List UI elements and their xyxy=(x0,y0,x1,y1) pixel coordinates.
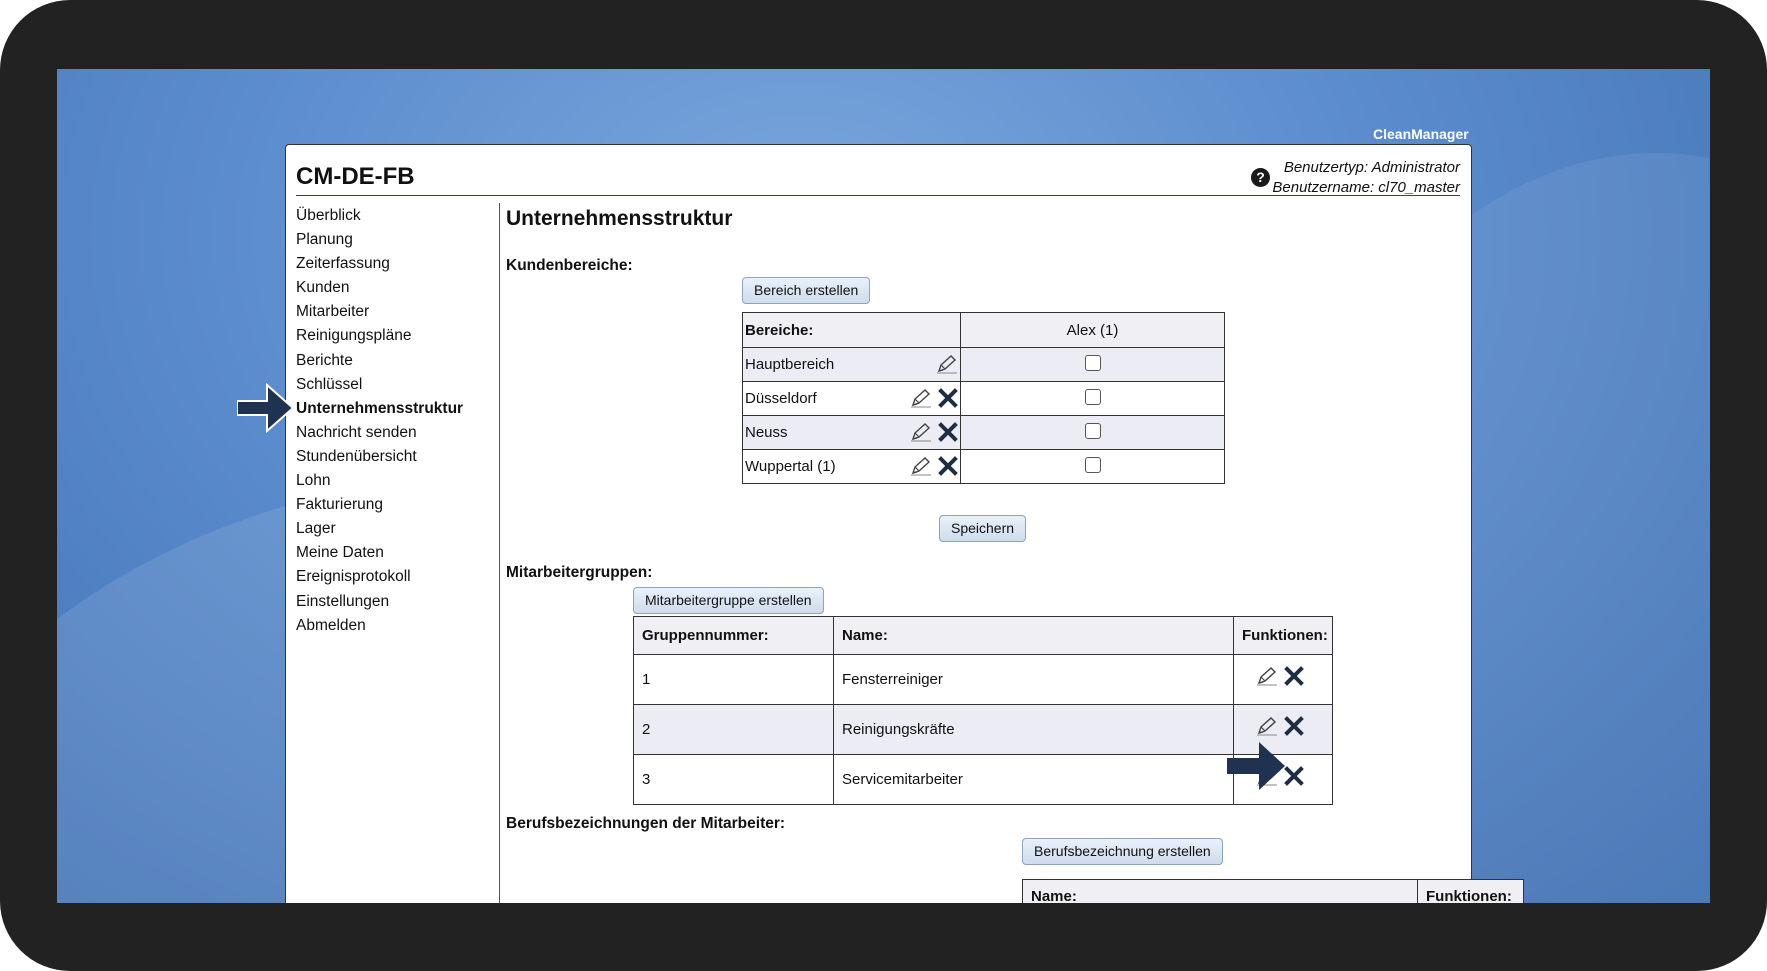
area-name: Düsseldorf xyxy=(745,390,817,407)
sidebar-item[interactable]: Stundenübersicht xyxy=(296,447,417,465)
edit-icon[interactable] xyxy=(910,456,932,476)
group-number: 1 xyxy=(634,655,834,705)
delete-icon[interactable] xyxy=(1284,766,1304,786)
sidebar-item[interactable]: Fakturierung xyxy=(296,496,384,514)
areas-table xyxy=(742,312,1225,484)
sidebar-item[interactable]: Berichte xyxy=(296,351,353,369)
edit-icon[interactable] xyxy=(1256,716,1278,736)
assign-cell xyxy=(961,348,1225,382)
col-group-number: Gruppennummer: xyxy=(634,617,834,655)
col-areas: Bereiche: xyxy=(743,313,961,348)
arrow-pointer-sidebar-icon xyxy=(237,383,295,433)
area-cell xyxy=(743,348,961,382)
assign-cell xyxy=(961,382,1225,416)
col-person: Alex (1) xyxy=(961,313,1225,348)
desktop xyxy=(57,69,1710,903)
delete-icon[interactable] xyxy=(1284,666,1304,686)
area-cell xyxy=(743,382,961,416)
col-job-name: Name: xyxy=(1023,880,1418,904)
table-row xyxy=(743,382,1225,416)
sidebar-item[interactable]: Kunden xyxy=(296,279,350,297)
group-name: Reinigungskräfte xyxy=(834,705,1234,755)
col-group-name: Name: xyxy=(834,617,1234,655)
table-header-row xyxy=(743,313,1225,348)
sidebar-item[interactable]: Lager xyxy=(296,520,336,538)
sidebar-item[interactable]: Ereignisprotokoll xyxy=(296,568,411,586)
delete-icon[interactable] xyxy=(938,422,958,442)
page-title: CM-DE-FB xyxy=(296,163,415,190)
sidebar-item[interactable]: Schlüssel xyxy=(296,375,363,393)
sidebar-item[interactable]: Unternehmensstruktur xyxy=(296,399,464,417)
sidebar-item[interactable]: Reinigungspläne xyxy=(296,327,412,345)
delete-icon[interactable] xyxy=(938,456,958,476)
col-functions: Funktionen: xyxy=(1234,617,1333,655)
area-name: Hauptbereich xyxy=(745,356,835,373)
area-cell xyxy=(743,416,961,450)
col-job-functions: Funktionen: xyxy=(1418,880,1524,904)
job-titles-table xyxy=(1022,879,1524,903)
app-header xyxy=(296,145,1460,196)
assign-checkbox[interactable] xyxy=(1085,423,1101,439)
group-name: Servicemitarbeiter xyxy=(834,755,1234,805)
assign-checkbox[interactable] xyxy=(1085,457,1101,473)
edit-icon[interactable] xyxy=(1256,666,1278,686)
help-icon[interactable]: ? xyxy=(1251,168,1270,187)
group-number: 2 xyxy=(634,705,834,755)
kundenbereiche-heading: Kundenbereiche: xyxy=(506,257,633,274)
area-name: Neuss xyxy=(745,424,788,441)
table-row xyxy=(743,348,1225,382)
edit-icon[interactable] xyxy=(910,422,932,442)
berufe-heading: Berufsbezeichnungen der Mitarbeiter: xyxy=(506,815,786,832)
user-name: Benutzername: cl70_master xyxy=(1272,179,1460,196)
mitarbeitergruppen-heading: Mitarbeitergruppen: xyxy=(506,564,653,581)
table-row xyxy=(743,450,1225,484)
area-cell xyxy=(743,450,961,484)
section-title: Unternehmensstruktur xyxy=(506,207,733,230)
sidebar-item[interactable]: Einstellungen xyxy=(296,592,390,610)
sidebar-divider xyxy=(499,203,500,903)
functions-cell xyxy=(1234,655,1333,705)
assign-cell xyxy=(961,450,1225,484)
table-header-row xyxy=(634,617,1333,655)
arrow-pointer-edit-icon xyxy=(1227,742,1287,790)
brand-label: CleanManager xyxy=(1373,126,1469,142)
sidebar xyxy=(296,204,486,638)
assign-cell xyxy=(961,416,1225,450)
sidebar-item[interactable]: Zeiterfassung xyxy=(296,255,390,273)
table-header-row xyxy=(1023,880,1524,904)
create-area-button[interactable]: Bereich erstellen xyxy=(742,277,870,304)
user-type: Benutzertyp: Administrator xyxy=(1283,159,1460,176)
table-row xyxy=(634,655,1333,705)
delete-icon[interactable] xyxy=(938,388,958,408)
sidebar-item[interactable]: Mitarbeiter xyxy=(296,303,370,321)
edit-icon[interactable] xyxy=(910,388,932,408)
delete-icon[interactable] xyxy=(1284,716,1304,736)
create-group-button[interactable]: Mitarbeitergruppe erstellen xyxy=(633,587,824,614)
area-name: Wuppertal (1) xyxy=(745,458,836,475)
group-number: 3 xyxy=(634,755,834,805)
sidebar-item[interactable]: Lohn xyxy=(296,472,331,490)
assign-checkbox[interactable] xyxy=(1085,355,1101,371)
sidebar-item[interactable]: Planung xyxy=(296,231,353,249)
sidebar-item[interactable]: Nachricht senden xyxy=(296,423,417,441)
sidebar-item[interactable]: Meine Daten xyxy=(296,544,384,562)
create-job-title-button[interactable]: Berufsbezeichnung erstellen xyxy=(1022,838,1223,865)
save-button[interactable]: Speichern xyxy=(939,515,1026,542)
group-name: Fensterreiniger xyxy=(834,655,1234,705)
assign-checkbox[interactable] xyxy=(1085,389,1101,405)
sidebar-item[interactable]: Überblick xyxy=(296,207,361,224)
edit-icon[interactable] xyxy=(936,354,958,374)
table-row xyxy=(743,416,1225,450)
sidebar-item[interactable]: Abmelden xyxy=(296,616,366,634)
app-window xyxy=(285,144,1512,903)
user-info xyxy=(1272,158,1460,198)
